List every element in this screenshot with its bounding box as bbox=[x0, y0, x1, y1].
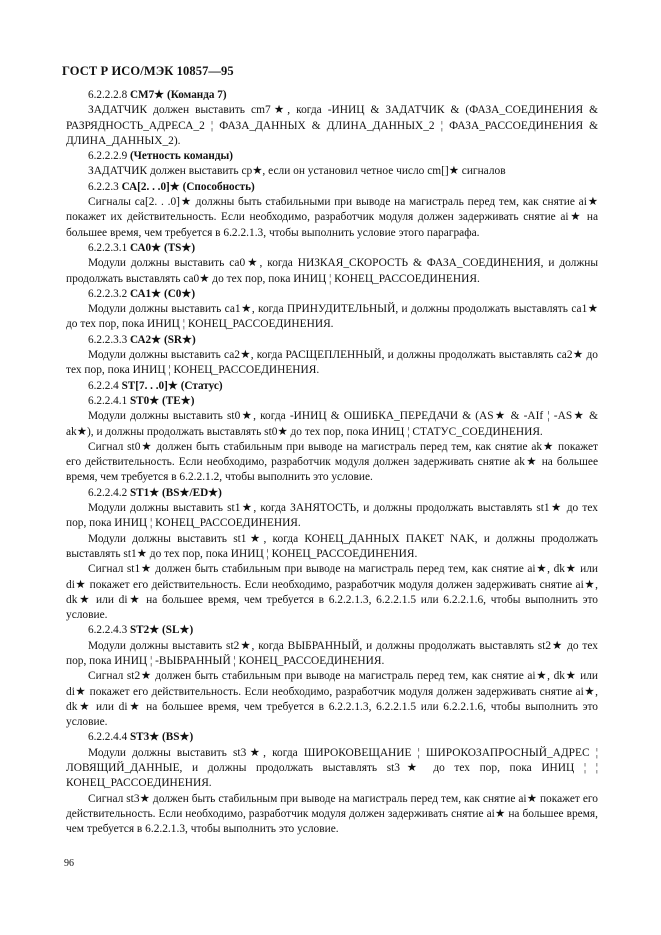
clause-6-2-2-4-1-signal-text: Сигнал st0★ должен быть стабильным при выводе на магистраль перед тем, как снятие ak★ покажет его действительность. Если необходимо, разработчик модуля должен задерживать снятие ak★ на большее время, чем требуется в 6.2.2.1.2, чтобы выполнить это условие. bbox=[66, 440, 598, 484]
clause-6-2-2-4-heading: 6.2.2.4 ST[7. . .0]★ (Статус) bbox=[88, 379, 223, 392]
clause-6-2-2-2-9-heading: 6.2.2.2.9 (Четность команды) bbox=[88, 150, 233, 163]
clause-6-2-2-4-3-text: Модули должны выставить st2★, когда ВЫБРАННЫЙ, и должны продолжать выставлять st2★ до тех пор, пока ИНИЦ ¦ -ВЫБРАННЫЙ ¦ КОНЕЦ_РАССОЕДИНЕНИЯ. bbox=[66, 639, 598, 667]
clause-6-2-2-2-9-text: ЗАДАТЧИК должен выставить ср★, если он установил четное число cm[]★ сигналов bbox=[88, 165, 506, 178]
clause-6-2-2-3-text: Сигналы са[2. . .0]★ должны быть стабильными при выводе на магистраль перед тем, как снятие ai★ покажет их действительность. Если необходимо, разработчик модуля должен задерживать снятие ai★ на большее время, чем требуется в 6.2.2.1.3, чтобы выполнить условие этого параграфа. bbox=[66, 196, 598, 239]
clause-6-2-2-4-1-heading: 6.2.2.4.1 ST0★ (TE★) bbox=[88, 394, 195, 407]
clause-6-2-2-3-2-text: Модули должны выставить са1★, когда ПРИНУДИТЕЛЬНЫЙ, и должны продолжать выставлять са1★ до тех пор, пока ИНИЦ ¦ КОНЕЦ_РАССОЕДИНЕНИЯ. bbox=[66, 303, 598, 331]
clause-6-2-2-4-2-text-2: Модули должны выставить st1★, когда КОНЕЦ_ДАННЫХ ПАКЕТ NAK, и должны продолжать выставлять st1★ до тех пор, пока ИНИЦ ¦ КОНЕЦ_РАССОЕДИНЕНИЯ. bbox=[66, 532, 598, 560]
clause-6-2-2-3-3-text: Модули должны выставить са2★, когда РАСЩЕПЛЕННЫЙ, и должны продолжать выставлять са2★ до тех пор, пока ИНИЦ ¦ КОНЕЦ_РАССОЕДИНЕНИЯ. bbox=[66, 349, 598, 377]
clause-6-2-2-4-3-signal-text: Сигнал st2★ должен быть стабильным при выводе на магистраль перед тем, как снятие ai★, dk★ или di★ покажет его действительность. Если необходимо, разработчик модуля должен задерживать снятие ai★, dk★ или di★ на большее время, чем требуется в 6.2.2.1.3, 6.2.2.1.5 или 6.2.2.1.6, чтобы выполнить это условие. bbox=[66, 670, 598, 729]
clause-6-2-2-3-3-heading: 6.2.2.3.3 СА2★ (SR★) bbox=[88, 333, 196, 346]
clause-6-2-2-3-2-heading: 6.2.2.3.2 СА1★ (С0★) bbox=[88, 287, 196, 300]
document-header: ГОСТ Р ИСО/МЭК 10857—95 bbox=[62, 64, 234, 78]
page-number: 96 bbox=[64, 858, 74, 869]
clause-6-2-2-4-1-text: Модули должны выставить st0★, когда -ИНИЦ & ОШИБКА_ПЕРЕДАЧИ & (AS★ & -AIf ¦ -AS★ & ak★), и должны продолжать выставлять st0★ до тех пор, пока ИНИЦ ¦ СТАТУС_СОЕДИНЕНИЯ. bbox=[66, 410, 598, 438]
clause-6-2-2-4-4-heading: 6.2.2.4.4 ST3★ (BS★) bbox=[88, 731, 194, 744]
clause-6-2-2-4-2-heading: 6.2.2.4.2 ST1★ (BS★/ED★) bbox=[88, 486, 222, 499]
clause-6-2-2-4-4-signal-text: Сигнал st3★ должен быть стабильным при выводе на магистраль перед тем, как снятие ai★ покажет его действительность. Если необходимо, разработчик модуля должен задерживать снятие ai★ на большее время, чем требуется в 6.2.2.1.3, чтобы выполнить это условие. bbox=[66, 792, 598, 836]
clause-6-2-2-2-8-heading: 6.2.2.2.8 СМ7★ (Команда 7) bbox=[88, 89, 227, 101]
clause-6-2-2-4-3-heading: 6.2.2.4.3 ST2★ (SL★) bbox=[88, 624, 194, 637]
clause-6-2-2-3-heading: 6.2.2.3 СА[2. . .0]★ (Способность) bbox=[88, 180, 255, 193]
clause-6-2-2-2-8-text: ЗАДАТЧИК должен выставить cm7★, когда -ИНИЦ & ЗАДАТЧИК & (ФАЗА_СОЕДИНЕНИЯ & РАЗРЯДНОСТЬ_АДРЕСА_2 ¦ ФАЗА_ДАННЫХ & ДЛИНА_ДАННЫХ_2 ¦ ФАЗА_РАССОЕДИНЕНИЯ & ДЛИНА_ДАННЫХ_2). bbox=[66, 104, 598, 147]
clause-6-2-2-4-4-text: Модули должны выставить st3★, когда ШИРОКОВЕЩАНИЕ ¦ ШИРОКОЗАПРОСНЫЙ_АДРЕС ¦ ЛОВЯЩИЙ_ДАННЫЕ, и должны продолжать выставлять st3★ до тех пор, пока ИНИЦ ¦ ¦ КОНЕЦ_РАССОЕДИНЕНИЯ. bbox=[66, 746, 598, 790]
document-body bbox=[66, 88, 598, 838]
clause-6-2-2-4-2-signal-text: Сигнал st1★ должен быть стабильным при выводе на магистраль перед тем, как снятие ai★, dk★ или di★ покажет его действительность. Если необходимо, разработчик модуля должен задерживать снятие ai★, dk★ или di★ на большее время, чем требуется в 6.2.2.1.3, 6.2.2.1.5 или 6.2.2.1.6, чтобы выполнить это условие. bbox=[66, 563, 598, 622]
clause-6-2-2-3-1-text: Модули должны выставить са0★, когда НИЗКАЯ_СКОРОСТЬ & ФАЗА_СОЕДИНЕНИЯ, и должны продолжать выставлять са0★ до тех пор, пока ИНИЦ ¦ КОНЕЦ_РАССОЕДИНЕНИЯ. bbox=[66, 257, 598, 285]
clause-6-2-2-3-1-heading: 6.2.2.3.1 СА0★ (TS★) bbox=[88, 241, 196, 254]
clause-6-2-2-4-2-text-1: Модули должны выставить st1★, когда ЗАНЯТОСТЬ, и должны продолжать выставлять st1★ до тех пор, пока ИНИЦ ¦ КОНЕЦ_РАССОЕДИНЕНИЯ. bbox=[66, 502, 598, 530]
